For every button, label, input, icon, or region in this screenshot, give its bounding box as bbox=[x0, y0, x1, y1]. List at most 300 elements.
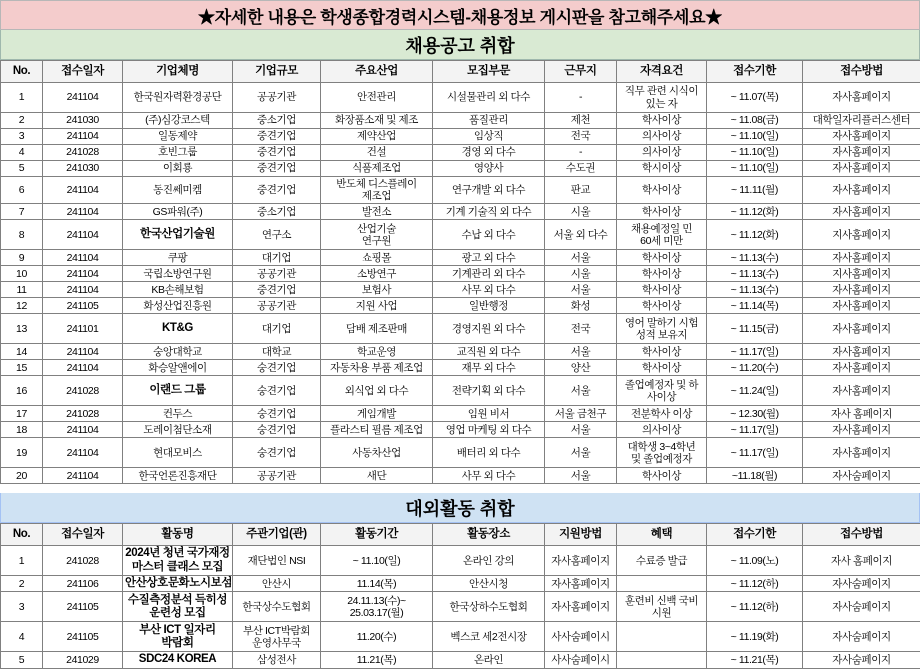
col-position: 모집부문 bbox=[433, 61, 545, 83]
table-cell: 학사이상 bbox=[617, 250, 707, 266]
table-cell: 11.21(목) bbox=[321, 652, 433, 668]
recruitment-table-head bbox=[1, 61, 920, 83]
table-cell: 대기업 bbox=[233, 250, 321, 266]
recruitment-table bbox=[0, 60, 920, 484]
table-cell: 1 bbox=[1, 546, 43, 576]
table-row bbox=[1, 266, 920, 282]
table-row bbox=[1, 468, 920, 484]
table-cell: 13 bbox=[1, 314, 43, 344]
table-cell: ~ 11.10(일) bbox=[707, 145, 803, 161]
table-cell: 사사숨페이시 bbox=[545, 622, 617, 652]
table-cell: 서울 금천구 bbox=[545, 406, 617, 422]
table-cell: 외식업 외 다수 bbox=[321, 376, 433, 406]
table-cell: 사무 외 다수 bbox=[433, 468, 545, 484]
table-cell: 대학일자리플러스센터 bbox=[803, 113, 920, 129]
table-cell: 전략기획 외 다수 bbox=[433, 376, 545, 406]
table-cell: GS파워(주) bbox=[123, 204, 233, 220]
table-cell: 지원 사업 bbox=[321, 298, 433, 314]
table-cell: 온라인 강의 bbox=[433, 546, 545, 576]
table-cell: 수도권 bbox=[545, 161, 617, 177]
table-cell: 판교 bbox=[545, 177, 617, 204]
table-cell: 241030 bbox=[43, 161, 123, 177]
table-cell: 대학교 bbox=[233, 344, 321, 360]
table-cell: 241104 bbox=[43, 422, 123, 438]
table-cell: 산업기술 연구원 bbox=[321, 220, 433, 250]
table-cell: 자사홈페이지 bbox=[803, 250, 920, 266]
table-cell: ~ 11.09(노) bbox=[707, 546, 803, 576]
table-cell: - bbox=[545, 83, 617, 113]
table-cell: 중견기업 bbox=[233, 161, 321, 177]
table-cell: 11.14(목) bbox=[321, 576, 433, 592]
table-row bbox=[1, 161, 920, 177]
table-cell: 14 bbox=[1, 344, 43, 360]
table-cell: ~ 11.10(일) bbox=[707, 161, 803, 177]
table-row bbox=[1, 376, 920, 406]
table-cell: 9 bbox=[1, 250, 43, 266]
table-cell: 자사홈페이지 bbox=[545, 576, 617, 592]
table-cell: 의사이상 bbox=[617, 129, 707, 145]
table-cell bbox=[617, 622, 707, 652]
table-cell: 자사숨페이지 bbox=[803, 652, 920, 668]
table-cell: 12 bbox=[1, 298, 43, 314]
table-row bbox=[1, 438, 920, 468]
table-cell: 배터리 외 다수 bbox=[433, 438, 545, 468]
table-cell: 18 bbox=[1, 422, 43, 438]
table-cell: 재단법인 NSI bbox=[233, 546, 321, 576]
table-cell: 자사홈페이지 bbox=[803, 177, 920, 204]
table-cell: 연구개발 외 다수 bbox=[433, 177, 545, 204]
table-cell: 화성 bbox=[545, 298, 617, 314]
table-cell: 일동제약 bbox=[123, 129, 233, 145]
table-cell: 241029 bbox=[43, 652, 123, 668]
table-cell: 사동차산업 bbox=[321, 438, 433, 468]
table-cell: 자사홈페이지 bbox=[803, 83, 920, 113]
table-cell: 241104 bbox=[43, 438, 123, 468]
table-cell: 채용예정일 민 60세 미만 bbox=[617, 220, 707, 250]
table-cell: 품질관리 bbox=[433, 113, 545, 129]
table-cell: 안산상호문화노시보섬 bbox=[123, 576, 233, 592]
table-cell: 241104 bbox=[43, 468, 123, 484]
table-cell: ~ 11.17(일) bbox=[707, 344, 803, 360]
table-cell: 화성산업진흥원 bbox=[123, 298, 233, 314]
table-cell: 자사홈페이지 bbox=[803, 422, 920, 438]
table-cell: 자사홈페이지 bbox=[803, 204, 920, 220]
table-cell: 241105 bbox=[43, 622, 123, 652]
table-cell: 11 bbox=[1, 282, 43, 298]
table-cell: 전분학사 이상 bbox=[617, 406, 707, 422]
col-company: 기업체명 bbox=[123, 61, 233, 83]
table-cell: 2 bbox=[1, 576, 43, 592]
table-cell: 온라인 bbox=[433, 652, 545, 668]
activity-table-body bbox=[1, 546, 920, 668]
table-cell: 학사이상 bbox=[617, 282, 707, 298]
table-cell: 241028 bbox=[43, 406, 123, 422]
table-cell: 영양사 bbox=[433, 161, 545, 177]
table-cell: ~ 11.20(수) bbox=[707, 360, 803, 376]
table-cell: 공공기관 bbox=[233, 266, 321, 282]
table-cell: ~ 11.13(수) bbox=[707, 266, 803, 282]
table-cell: 학교운영 bbox=[321, 344, 433, 360]
col-host: 주관기업(관) bbox=[233, 524, 321, 546]
table-cell: 영업 마케팅 외 다수 bbox=[433, 422, 545, 438]
table-cell: 국립소방연구원 bbox=[123, 266, 233, 282]
table-cell: 중견기업 bbox=[233, 282, 321, 298]
table-cell: 숭견기업 bbox=[233, 438, 321, 468]
table-cell: 자사홈페이지 bbox=[545, 592, 617, 622]
table-cell: 제천 bbox=[545, 113, 617, 129]
table-cell: 19 bbox=[1, 438, 43, 468]
table-cell: ~ 11.12(하) bbox=[707, 576, 803, 592]
table-cell: 부산 ICT박람회 운영사무국 bbox=[233, 622, 321, 652]
table-cell: 자사홈페이지 bbox=[545, 546, 617, 576]
table-cell: 241101 bbox=[43, 314, 123, 344]
table-cell bbox=[617, 652, 707, 668]
table-cell: 자사홈페이지 bbox=[803, 360, 920, 376]
table-cell: 반도체 디스플레이 제조업 bbox=[321, 177, 433, 204]
table-cell: 부산 ICT 일자리 박람회 bbox=[123, 622, 233, 652]
table-row bbox=[1, 177, 920, 204]
col-size: 기업규모 bbox=[233, 61, 321, 83]
table-cell: KB손해보험 bbox=[123, 282, 233, 298]
table-cell: 대기업 bbox=[233, 314, 321, 344]
table-cell: 임원 비서 bbox=[433, 406, 545, 422]
table-cell: 중견기업 bbox=[233, 145, 321, 161]
table-cell bbox=[617, 576, 707, 592]
table-cell: 학사이상 bbox=[617, 344, 707, 360]
table-row bbox=[1, 546, 920, 576]
table-cell: 학사이상 bbox=[617, 298, 707, 314]
table-row bbox=[1, 622, 920, 652]
table-cell: 4 bbox=[1, 622, 43, 652]
recruitment-table-body bbox=[1, 83, 920, 484]
table-cell: 일반행정 bbox=[433, 298, 545, 314]
table-cell: 자사홈페이지 bbox=[803, 145, 920, 161]
table-cell: 중소기업 bbox=[233, 113, 321, 129]
col-location: 근무지 bbox=[545, 61, 617, 83]
col-date: 접수일자 bbox=[43, 61, 123, 83]
table-cell: 시설물관리 외 다수 bbox=[433, 83, 545, 113]
table-cell: 5 bbox=[1, 161, 43, 177]
col-no: No. bbox=[1, 61, 43, 83]
table-cell: 241104 bbox=[43, 83, 123, 113]
table-cell: 서울 bbox=[545, 282, 617, 298]
table-cell: ~ 11.13(수) bbox=[707, 250, 803, 266]
table-cell: 241104 bbox=[43, 360, 123, 376]
table-cell: 학사이상 bbox=[617, 204, 707, 220]
col-deadline: 접수기한 bbox=[707, 524, 803, 546]
table-cell: 3 bbox=[1, 592, 43, 622]
table-cell: 교직원 외 다수 bbox=[433, 344, 545, 360]
table-cell: ~ 11.17(일) bbox=[707, 422, 803, 438]
activity-table-head bbox=[1, 524, 920, 546]
table-cell: 중견기업 bbox=[233, 129, 321, 145]
table-cell: (주)심강코스텍 bbox=[123, 113, 233, 129]
col-deadline: 접수기한 bbox=[707, 61, 803, 83]
col-place: 활동장소 bbox=[433, 524, 545, 546]
table-cell: 서울 bbox=[545, 344, 617, 360]
table-cell: 16 bbox=[1, 376, 43, 406]
table-cell: 재무 외 다수 bbox=[433, 360, 545, 376]
table-row bbox=[1, 314, 920, 344]
table-cell: 20 bbox=[1, 468, 43, 484]
table-cell: 소방연구 bbox=[321, 266, 433, 282]
table-cell: 241104 bbox=[43, 250, 123, 266]
table-row bbox=[1, 145, 920, 161]
table-cell: 삼성전사 bbox=[233, 652, 321, 668]
table-cell: 241106 bbox=[43, 576, 123, 592]
table-cell: 서울 bbox=[545, 438, 617, 468]
table-cell: ~ 11.12(화) bbox=[707, 220, 803, 250]
table-cell: 도레이첨단소재 bbox=[123, 422, 233, 438]
table-cell: 화장품소재 및 제조 bbox=[321, 113, 433, 129]
table-cell: 연구소 bbox=[233, 220, 321, 250]
table-cell: ~ 11.19(화) bbox=[707, 622, 803, 652]
table-cell: SDC24 KOREA bbox=[123, 652, 233, 668]
table-cell: ~ 11.17(일) bbox=[707, 438, 803, 468]
table-cell: 호빈그룹 bbox=[123, 145, 233, 161]
table-cell: 241030 bbox=[43, 113, 123, 129]
table-cell: 241104 bbox=[43, 282, 123, 298]
table-cell: 자사홈페이지 bbox=[803, 438, 920, 468]
table-cell: KT&G bbox=[123, 314, 233, 344]
col-no: No. bbox=[1, 524, 43, 546]
table-cell: 학사이상 bbox=[617, 468, 707, 484]
table-row bbox=[1, 113, 920, 129]
table-cell: 241104 bbox=[43, 129, 123, 145]
table-cell: 11.20(수) bbox=[321, 622, 433, 652]
table-cell: ~ 11.14(목) bbox=[707, 298, 803, 314]
col-method: 접수방법 bbox=[803, 61, 920, 83]
table-cell: 5 bbox=[1, 652, 43, 668]
table-cell: 숭견기업 bbox=[233, 422, 321, 438]
table-cell: 한국산업기술원 bbox=[123, 220, 233, 250]
table-cell: 발전소 bbox=[321, 204, 433, 220]
table-cell: 15 bbox=[1, 360, 43, 376]
table-cell: 숭앙대학교 bbox=[123, 344, 233, 360]
table-cell: ~11.18(월) bbox=[707, 468, 803, 484]
table-cell: 자사숨페이지 bbox=[803, 592, 920, 622]
table-cell: 자사홈페이지 bbox=[803, 298, 920, 314]
table-cell: ~ 11.21(목) bbox=[707, 652, 803, 668]
table-cell: 학사이상 bbox=[617, 113, 707, 129]
table-row bbox=[1, 250, 920, 266]
table-cell: 담배 제조판매 bbox=[321, 314, 433, 344]
table-cell: 졸업예정자 및 하 사이상 bbox=[617, 376, 707, 406]
table-cell: 241105 bbox=[43, 298, 123, 314]
table-cell: 241028 bbox=[43, 546, 123, 576]
table-cell: 시울 bbox=[545, 266, 617, 282]
table-row bbox=[1, 204, 920, 220]
table-cell: 동진쎄미켐 bbox=[123, 177, 233, 204]
table-cell: 8 bbox=[1, 220, 43, 250]
table-cell: 공공기관 bbox=[233, 298, 321, 314]
table-cell: 공공기관 bbox=[233, 468, 321, 484]
table-cell: ~ 11.12(화) bbox=[707, 204, 803, 220]
table-cell: 자사홈페이지 bbox=[803, 376, 920, 406]
table-cell: 숭견기업 bbox=[233, 376, 321, 406]
table-cell: ~ 11.10(일) bbox=[321, 546, 433, 576]
table-row bbox=[1, 298, 920, 314]
table-cell: 임상직 bbox=[433, 129, 545, 145]
table-cell: 7 bbox=[1, 204, 43, 220]
table-row bbox=[1, 652, 920, 668]
table-cell: 241104 bbox=[43, 266, 123, 282]
table-cell: - bbox=[545, 145, 617, 161]
table-cell: 서울 bbox=[545, 422, 617, 438]
col-requirement: 자격요건 bbox=[617, 61, 707, 83]
table-cell: ~ 11.07(목) bbox=[707, 83, 803, 113]
table-cell: 241104 bbox=[43, 204, 123, 220]
table-row bbox=[1, 576, 920, 592]
table-cell: 자사홈페이지 bbox=[803, 129, 920, 145]
table-cell: 지사홈페이지 bbox=[803, 220, 920, 250]
table-row bbox=[1, 406, 920, 422]
notice-banner: ★자세한 내용은 학생종합경력시스템-채용정보 게시판을 참고해주세요★ bbox=[0, 0, 920, 30]
table-cell: 훈련비 신백 국비 시원 bbox=[617, 592, 707, 622]
col-benefit: 혜택 bbox=[617, 524, 707, 546]
table-cell: 10 bbox=[1, 266, 43, 282]
table-cell: 17 bbox=[1, 406, 43, 422]
table-row bbox=[1, 129, 920, 145]
table-cell: 24.11.13(수)~ 25.03.17(월) bbox=[321, 592, 433, 622]
table-cell: 학사이상 bbox=[617, 177, 707, 204]
table-cell: 자사홈페이지 bbox=[803, 282, 920, 298]
activity-table bbox=[0, 523, 920, 668]
table-cell: 이랜드 그룹 bbox=[123, 376, 233, 406]
table-cell: 건설 bbox=[321, 145, 433, 161]
table-cell: 벡스코 세2전시장 bbox=[433, 622, 545, 652]
table-cell: 컨두스 bbox=[123, 406, 233, 422]
table-cell: 안산시 bbox=[233, 576, 321, 592]
table-cell: 2024년 청년 국가재정 마스터 클래스 모집 bbox=[123, 546, 233, 576]
table-cell: 3 bbox=[1, 129, 43, 145]
table-cell: 광고 외 다수 bbox=[433, 250, 545, 266]
table-cell: 241104 bbox=[43, 344, 123, 360]
table-cell: 자동차용 부품 제조업 bbox=[321, 360, 433, 376]
table-cell: ~ 11.15(금) bbox=[707, 314, 803, 344]
table-cell: 수납 외 다수 bbox=[433, 220, 545, 250]
table-cell: 자사숨페이지 bbox=[803, 468, 920, 484]
table-cell: 서울 외 다수 bbox=[545, 220, 617, 250]
table-cell: ~ 11.10(일) bbox=[707, 129, 803, 145]
table-cell: 자사 홈페이지 bbox=[803, 406, 920, 422]
table-cell: 현대모비스 bbox=[123, 438, 233, 468]
table-cell: 한국상하수도협회 bbox=[433, 592, 545, 622]
table-row bbox=[1, 220, 920, 250]
table-row bbox=[1, 282, 920, 298]
table-cell: 1 bbox=[1, 83, 43, 113]
table-cell: 의사이상 bbox=[617, 422, 707, 438]
table-cell: ~ 11.24(일) bbox=[707, 376, 803, 406]
table-cell: 식품제조업 bbox=[321, 161, 433, 177]
table-cell: 수료증 발급 bbox=[617, 546, 707, 576]
table-cell: 전국 bbox=[545, 314, 617, 344]
table-cell: 시울 bbox=[545, 204, 617, 220]
table-cell: 자사홈페이지 bbox=[803, 314, 920, 344]
table-cell: 자사숨페이지 bbox=[803, 576, 920, 592]
col-date: 접수일자 bbox=[43, 524, 123, 546]
table-cell: 새단 bbox=[321, 468, 433, 484]
table-cell: 4 bbox=[1, 145, 43, 161]
table-row bbox=[1, 360, 920, 376]
table-cell: 전국 bbox=[545, 129, 617, 145]
table-cell: 자사 홈페이지 bbox=[803, 546, 920, 576]
table-cell: ~ 11.12(하) bbox=[707, 592, 803, 622]
col-industry: 주요산업 bbox=[321, 61, 433, 83]
table-cell: 보험사 bbox=[321, 282, 433, 298]
table-cell: 241104 bbox=[43, 177, 123, 204]
table-header-row bbox=[1, 61, 920, 83]
table-cell: 한국상수도협회 bbox=[233, 592, 321, 622]
table-cell: 한국원자력환경공단 bbox=[123, 83, 233, 113]
table-row bbox=[1, 344, 920, 360]
table-cell: ~ 11.08(금) bbox=[707, 113, 803, 129]
table-cell: 경영 외 다수 bbox=[433, 145, 545, 161]
table-cell: 사무 외 다수 bbox=[433, 282, 545, 298]
table-cell: 게임개발 bbox=[321, 406, 433, 422]
table-cell: 제약산업 bbox=[321, 129, 433, 145]
table-row bbox=[1, 592, 920, 622]
table-row bbox=[1, 83, 920, 113]
table-cell: 서울 bbox=[545, 376, 617, 406]
table-cell: 서울 bbox=[545, 468, 617, 484]
table-cell: 안산시청 bbox=[433, 576, 545, 592]
table-cell: 학사이상 bbox=[617, 360, 707, 376]
section-gap bbox=[0, 484, 920, 493]
section-title-activity: 대외활동 취합 bbox=[0, 493, 920, 523]
table-cell: 대학생 3~4학년 및 졸업예정자 bbox=[617, 438, 707, 468]
table-cell: ~ 12.30(월) bbox=[707, 406, 803, 422]
table-cell: 안전관리 bbox=[321, 83, 433, 113]
table-cell: 한국언론진흥재단 bbox=[123, 468, 233, 484]
table-cell: 의사이상 bbox=[617, 145, 707, 161]
table-cell: 수질측정분석 득히성 운련성 모집 bbox=[123, 592, 233, 622]
table-cell: ~ 11.11(월) bbox=[707, 177, 803, 204]
table-cell: 중소기업 bbox=[233, 204, 321, 220]
table-cell: 241105 bbox=[43, 592, 123, 622]
table-cell: 6 bbox=[1, 177, 43, 204]
col-apply-method: 지원방법 bbox=[545, 524, 617, 546]
table-cell: 경영지원 외 다수 bbox=[433, 314, 545, 344]
table-cell: 서울 bbox=[545, 250, 617, 266]
table-cell: 자사숨페이지 bbox=[803, 622, 920, 652]
col-activity-name: 활동명 bbox=[123, 524, 233, 546]
table-cell: 2 bbox=[1, 113, 43, 129]
table-cell: 공공기관 bbox=[233, 83, 321, 113]
table-cell: 학사이상 bbox=[617, 266, 707, 282]
table-cell: 이회룡 bbox=[123, 161, 233, 177]
table-cell: 자사홈페이지 bbox=[803, 161, 920, 177]
table-cell: 직무 관련 시식이 있는 자 bbox=[617, 83, 707, 113]
section-title-recruitment: 채용공고 취합 bbox=[0, 30, 920, 60]
table-cell: 숭견기업 bbox=[233, 360, 321, 376]
table-cell: 학시이상 bbox=[617, 161, 707, 177]
table-cell: 숭견기업 bbox=[233, 406, 321, 422]
table-cell: ~ 11.13(수) bbox=[707, 282, 803, 298]
table-cell: 중견기업 bbox=[233, 177, 321, 204]
table-cell: 쿠팡 bbox=[123, 250, 233, 266]
table-cell: 사사숨페이시 bbox=[545, 652, 617, 668]
table-header-row bbox=[1, 524, 920, 546]
table-cell: 기계관리 외 다수 bbox=[433, 266, 545, 282]
table-cell: 241104 bbox=[43, 220, 123, 250]
table-cell: 영어 말하기 시험 성적 보유지 bbox=[617, 314, 707, 344]
table-cell: 양산 bbox=[545, 360, 617, 376]
table-row bbox=[1, 422, 920, 438]
table-cell: 플라스티 필름 제조업 bbox=[321, 422, 433, 438]
table-cell: 자사홈페이지 bbox=[803, 344, 920, 360]
table-cell: 기계 기술직 외 다수 bbox=[433, 204, 545, 220]
